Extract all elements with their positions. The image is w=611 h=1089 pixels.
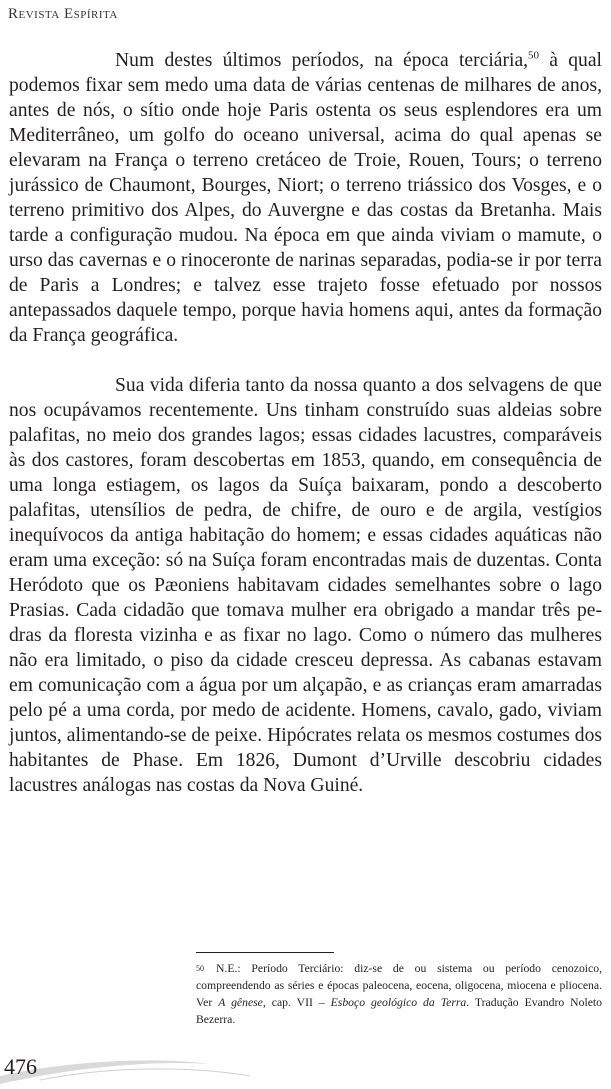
footnote-number: 50 <box>196 964 204 973</box>
footnote-text: N.E.: Período Terciário: diz-se de ou sistema ou período cenozoico, compreendendo as séries e épocas paleocena, eocena, oligocena, miocena e pliocena. Ver <box>196 962 602 1009</box>
main-text <box>9 48 602 798</box>
paragraph-1-text: Num destes últimos períodos, na época terciária, <box>115 50 529 71</box>
page-number: 476 <box>4 1054 37 1079</box>
footnote-chapter-title: Esboço geológico da Terra <box>330 996 467 1009</box>
footnote-text-chapter: , cap. VII – <box>262 996 331 1009</box>
running-head: Revista Espírita <box>8 6 118 22</box>
footnote <box>196 960 602 1028</box>
page-corner-swoosh <box>0 1036 300 1089</box>
paragraph-1 <box>9 48 602 348</box>
footnote-reference[interactable]: 50 <box>528 49 540 62</box>
paragraph-1-text-continued: à qual podemos fixar sem medo uma data de várias centenas de milhares de anos, antes de nós, o sítio onde hoje Paris ostenta os seus esplendores era um Mediterrâneo, um golfo do oceano universal, acima do qual apenas se elevaram na França o terreno cretáceo de Troie, Rouen, Tours; o terreno jurássico de Chaumont, Bourges, Niort; o terreno triássico dos Vosges, e o terreno primitivo dos Alpes, do Auvergne e das costas da Bretanha. Mais tarde a configuração mudou. Na época em que ainda viviam o mamute, o urso das cavernas e o rinoceronte de narinas separadas, podia-se ir por terra de Paris a Londres; e talvez esse trajeto fosse efetuado por nossos antepassados daquele tempo, porque havia homens aqui, antes da formação da França geográfica. <box>9 50 602 346</box>
footnote-book-title: A gênese <box>218 996 263 1009</box>
footnote-text-end: . Tradução Evandro Noleto Bezerra. <box>196 996 602 1026</box>
footnote-rule <box>196 952 334 953</box>
paragraph-2: Sua vida diferia tanto da nossa quanto a dos selvagens de que nos ocupávamos recentemente. Uns tinham construído suas aldeias sobre palafitas, no meio dos grandes lagos; essas cidades lacustres, comparáveis às dos castores, foram descobertas em 1853, quando, em consequência de uma longa estiagem, os lagos da Suíça baixaram, pondo a descoberto palafitas, utensílios de pedra, de chifre, de ouro e de argila, vestígios inequívocos da antiga habitação do homem; e essas cidades aquáticas não eram uma exceção: só na Suíça foram encontradas mais de duzentas. Conta Heródoto que os Pæoniens habitavam cidades semelhantes sobre o lago Prasias. Cada cidadão que tomava mulher era obrigado a mandar três pedras da floresta vizinha e as fixar no lago. Como o número das mulheres não era limitado, o piso da cidade cresceu depressa. As cabanas estavam em comunicação com a água por um alçapão, e as crianças eram amarradas pelo pé a uma corda, por medo de acidente. Homens, cavalo, gado, viviam juntos, alimentando-se de peixe. Hipócrates relata os mesmos costumes dos habitantes de Phase. Em 1826, Dumont d’Urville descobriu cidades lacustres análogas nas costas da Nova Guiné. <box>9 375 602 796</box>
